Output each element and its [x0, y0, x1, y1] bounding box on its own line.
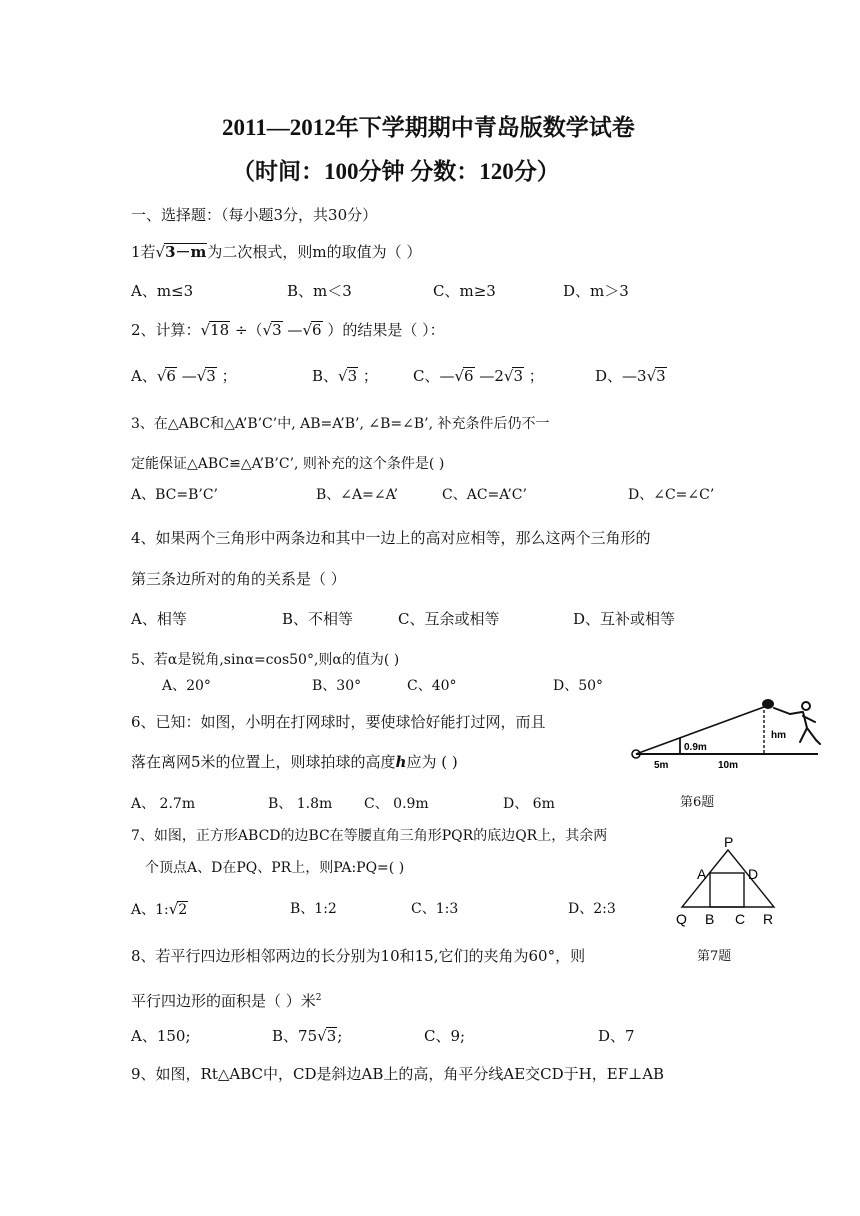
radical-sign-icon: √ [646, 367, 657, 385]
q4-option-a: A、相等 [131, 610, 187, 628]
racket-height-label: hm [771, 730, 786, 741]
q8-b-label: B、75 [272, 1027, 318, 1045]
q2-c-end: ； [524, 367, 544, 385]
q8-option-c: C、9; [424, 1027, 466, 1045]
q7-a-radicand: 2 [178, 902, 188, 918]
vertex-label-r: R [763, 911, 774, 927]
q2-a-radicand-2: 3 [206, 367, 216, 385]
q3-option-a: A、BC=B’C’ [131, 487, 219, 503]
triangle-pqr [682, 850, 774, 907]
q2-a-label: A、 [131, 367, 157, 385]
q2-a-end: ； [216, 367, 237, 385]
q2-mid-1: ÷（ [230, 321, 263, 339]
tennis-racket-icon [762, 699, 774, 709]
vertex-label-p: P [724, 836, 734, 850]
q2-b-end: ； [358, 367, 378, 385]
q8-b-end: ; [337, 1027, 343, 1045]
vertex-label-q: Q [676, 911, 687, 927]
q3-option-c: C、AC=A’C’ [442, 487, 527, 503]
q8-line-2-text: 平行四边形的面积是（ ）米 [131, 992, 316, 1010]
q2-a-mid: — [176, 367, 197, 385]
q7-figure-caption: 第7题 [697, 949, 732, 964]
net-height-label: 0.9m [684, 742, 707, 753]
q2-c-radicand-1: 6 [464, 367, 474, 385]
radical-sign-icon: √ [503, 367, 514, 385]
q2-radicand-2: 3 [272, 321, 282, 339]
q2-option-c [413, 366, 544, 386]
page-subtitle: （时间：100分钟 分数：120分） [232, 159, 560, 184]
q3-line-1: 3、在△ABC和△A’B’C’中, AB=A’B’, ∠B=∠B’, 补充条件后仍不一 [131, 416, 550, 432]
q6-option-c: C、 0.9m [364, 796, 429, 812]
radical-sign-icon: √ [168, 900, 179, 918]
radical-sign-icon: √ [262, 321, 273, 339]
q5-option-a: A、20° [162, 678, 211, 694]
vertex-label-b: B [705, 911, 715, 927]
q2-c-radicand-2: 3 [513, 367, 524, 385]
q1-option-d: D、m＞3 [563, 282, 629, 300]
q6-option-d: D、 6m [503, 796, 555, 812]
q7-line-1: 7、如图，正方形ABCD的边BC在等腰直角三角形PQR的底边QR上，其余两 [131, 828, 608, 844]
q4-line-2: 第三条边所对的角的关系是（ ） [131, 570, 346, 588]
q2-radicand-3: 6 [312, 321, 322, 339]
q8-line-2 [131, 988, 322, 1011]
q5-option-c: C、40° [407, 678, 457, 694]
q8-b-radicand: 3 [326, 1027, 337, 1045]
q3-line-2: 定能保证△ABC≌△A’B’C’, 则补充的这个条件是( ) [131, 456, 445, 472]
q7-option-d: D、2:3 [568, 901, 616, 917]
q5-option-d: D、50° [553, 678, 604, 694]
q2-option-b [312, 366, 378, 386]
distance-label-1: 5m [654, 760, 669, 771]
vertex-label-a: A [697, 866, 707, 882]
q6-variable-h: h [395, 753, 407, 771]
radical-sign-icon: √ [454, 367, 465, 385]
q2-c-mid: —2 [474, 367, 504, 385]
distance-label-2: 10m [718, 760, 739, 771]
q1-option-b: B、m＜3 [287, 282, 352, 300]
q8-option-d: D、7 [598, 1027, 635, 1045]
q3-option-b: B、∠A=∠A’ [316, 487, 399, 503]
q7-line-2: 个顶点A、D在PQ、PR上，则PA:PQ=( ) [145, 860, 405, 876]
q1-option-c: C、m≥3 [433, 282, 496, 300]
q6-option-b: B、 1.8m [268, 796, 333, 812]
page-title: 2011—2012年下学期期中青岛版数学试卷 [222, 115, 635, 140]
q8-line-1: 8、若平行四边形相邻两边的长分别为10和15,它们的夹角为60°，则 [131, 947, 586, 965]
q6-tennis-figure [622, 694, 832, 774]
square-abcd [710, 873, 744, 907]
q2-prefix: 2、计算： [131, 321, 201, 339]
q2-option-a [131, 366, 237, 386]
q7-option-b: B、1:2 [290, 901, 337, 917]
q4-option-c: C、互余或相等 [398, 610, 500, 628]
q5-line-1: 5、若α是锐角,sinα=cos50°,则α的值为( ) [131, 652, 400, 668]
q2-a-radicand-1: 6 [166, 367, 176, 385]
q2-d-label: D、—3 [595, 367, 647, 385]
radical-sign-icon: √ [302, 321, 312, 339]
q2-option-d [595, 366, 667, 386]
q4-option-b: B、不相等 [282, 610, 354, 628]
radical-sign-icon: √ [196, 367, 207, 385]
q2-radicand-1: 18 [210, 321, 230, 339]
q1-prefix: 1若 [131, 243, 156, 261]
section-heading: 一、选择题：（每小题3分，共30分） [131, 206, 378, 224]
radical-sign-icon: √ [156, 367, 167, 385]
q3-option-d: D、∠C=∠C’ [628, 487, 715, 503]
q8-option-a: A、150; [131, 1027, 191, 1045]
vertex-label-d: D [748, 866, 759, 882]
q4-option-d: D、互补或相等 [573, 610, 676, 628]
question-2 [131, 320, 445, 340]
q2-suffix: ）的结果是（ ）： [322, 321, 445, 339]
q8-option-b [272, 1026, 342, 1046]
q2-d-radicand: 3 [656, 367, 666, 385]
q9-line-1: 9、如图，Rt△ABC中，CD是斜边AB上的高，角平分线AE交CD于H，EF⊥AB [131, 1065, 665, 1083]
q2-b-radicand: 3 [347, 367, 358, 385]
radical-sign-icon: √ [200, 321, 211, 339]
question-1 [131, 242, 421, 262]
q6-line-1: 6、已知：如图，小明在打网球时，要使球恰好能打过网，而且 [131, 713, 546, 731]
radical-sign-icon: √ [155, 243, 166, 261]
q5-option-b: B、30° [312, 678, 362, 694]
q6-option-a: A、 2.7m [131, 796, 196, 812]
q8-superscript: 2 [315, 993, 322, 1003]
q2-mid-2: — [282, 321, 303, 339]
q1-option-a: A、m≤3 [131, 282, 194, 300]
q6-figure-caption: 第6题 [680, 795, 715, 810]
q1-radicand: 3－m [165, 243, 207, 261]
q7-option-a [131, 899, 188, 920]
radical-sign-icon: √ [338, 367, 348, 385]
q7-option-c: C、1:3 [411, 901, 459, 917]
q7-a-label: A、1: [131, 902, 169, 918]
q2-c-label: C、— [413, 367, 455, 385]
q7-triangle-square-figure [670, 836, 790, 932]
q4-line-1: 4、如果两个三角形中两条边和其中一边上的高对应相等，那么这两个三角形的 [131, 529, 651, 547]
q6-line-2-pre: 落在离网5米的位置上，则球拍球的高度 [131, 753, 396, 771]
q1-suffix: 为二次根式，则m的取值为（ ） [207, 243, 422, 261]
q6-line-2-post: 应为 ( ) [406, 753, 458, 771]
vertex-label-c: C [735, 911, 746, 927]
radical-sign-icon: √ [317, 1027, 327, 1045]
q6-line-2 [131, 752, 458, 772]
q2-b-label: B、 [312, 367, 339, 385]
